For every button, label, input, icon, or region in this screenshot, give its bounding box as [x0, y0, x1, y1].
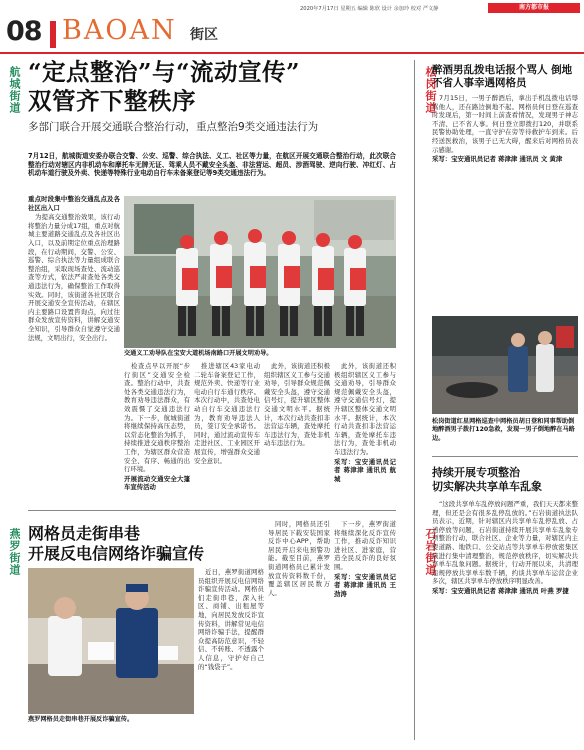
tab-songgang: 松岗街道	[424, 66, 437, 114]
dateline	[0, 2, 584, 14]
issue-date: 2020年7月17日 星期五 编辑 陈欣 设计 余加玲 校对 严文静	[300, 6, 439, 12]
main-col1-title: 重点时段集中整治交通乱点及各社区出入口	[28, 195, 120, 212]
yanluo-column-2	[268, 520, 330, 728]
main-headline-line1: “定点整治”与“流动宣传”	[28, 58, 301, 86]
anti-fraud-outreach-photo	[28, 568, 194, 714]
main-lead: 7月12日，航城街道安委办联合交警、公安、巡警、综合执法、义工、社区等力量，在航区开展交通联合整治行动，此次联合整治行动对辖区内非机动车和摩托车无牌无证、驾乘人员不戴安全头盔、非法营运、超员、涉酒驾驶、逆向行驶、冲红灯、占机动车道行驶及外卖、快递等特殊行业电动自行车未备案登记等9类交通违法行为。	[28, 152, 396, 178]
drunk-man-rescue-photo	[432, 316, 578, 414]
shiyan-credit: 采写：宝安通讯员记者 蒋津津 通讯员 叶燕 罗捷	[432, 586, 569, 595]
main-col4-text: 此外，该街道还积极组织辖区义工参与交通劝导，引导群众规范佩戴安全头盔，遵守交通信号灯，提升辖区整体交通文明水平。据统计，本次行动共查扣非法营运车辆，查处摩托车违法行为，查处非机动车违法行为。	[264, 362, 330, 448]
main-col2-text: 检查点早以开展“步行街区”交通安全检查。整治行动中，共查处各类交通违法行为，教育劝导违法群众，有效震慑了交通违法行为。下一步，航城街道将继续保持高压态势，以常态化整治为抓手，持续推进交通秩序整治工作，为辖区群众营造安全、有序、畅通的出行环境。	[124, 362, 190, 474]
yanluo-col1-text: 近日，燕罗街道网格员组织开展反电信网络诈骗宣传活动。网格员们走街串巷，深入社区、商铺、出租屋等地，向居民发放反诈宣传资料，讲解常见电信网络诈骗手法，提醒群众提高防范意识，不轻信、不转账、不透露个人信息，守护好自己的“钱袋子”。	[198, 568, 264, 671]
masthead-accent-bar	[50, 21, 56, 48]
main-col3-text: 推进辖区43家电动二轮车备案登记工作，规范外卖、快递等行业电动自行车通行秩序。本次行动中，共查处电动自行车交通违法行为，教育劝导违法人员，签订安全承诺书。同时，通过流动宣传车走进社区、工业园区开展宣传，增强群众交通安全意识。	[194, 362, 260, 465]
tab-shiyan: 石岩街道	[424, 528, 437, 576]
main-col2-title: 开展流动交通安全大篷车宣传活动	[124, 474, 190, 492]
main-photo	[124, 196, 396, 348]
masthead-rule	[0, 52, 584, 54]
tab-yanluo: 燕罗街道	[8, 528, 21, 576]
songgang-credit: 采写：宝安通讯员记者 蒋津津 通讯员 文 黄津	[432, 155, 563, 164]
shiyan-text: “这段共享单车乱停放问题严重，我们天天都来整理，但还是会有很多乱停乱放的。”石岩街道执法队员表示，近期，针对辖区内共享单车乱停乱放、占道停放等问题，石岩街道持续开展共享单车乱象专项整治行动，联合社区、企业等力量，对辖区内主要道路、地铁口、公交站点等共享单车停放密集区域进行集中清理整治，规范停放秩序，切实解决共享单车乱象问题。据统计，行动开展以来，共清理违规停放共享单车数千辆，约谈共享单车运营企业多次，辖区共享单车停放秩序明显改善。	[432, 500, 578, 586]
section-divider-right	[432, 456, 578, 457]
yanluo-col2-text: 同时，网格员还引导居民下载安装国家反诈中心APP，帮助居民开启来电预警功能。截至目前，燕罗街道网格员已累计发放宣传资料数千份，覆盖辖区居民数万人。	[268, 520, 330, 597]
main-column-3	[194, 362, 260, 502]
traffic-volunteers-photo	[124, 196, 396, 348]
main-column-2	[124, 362, 190, 502]
main-column-4	[264, 362, 330, 502]
yanluo-photo-caption: 燕罗网格员走街串巷开展反诈骗宣传。	[28, 716, 134, 723]
masthead	[0, 14, 584, 54]
section-divider-left	[28, 510, 396, 511]
main-column-5	[334, 362, 396, 502]
shiyan-headline-line1: 持续开展专项整治	[432, 466, 520, 479]
songgang-photo-caption: 松岗街道红星网格巡查中网格员胡日登和同事帮助倒地醉酒男子拨打120急救，发现一男子倒地醉在马路边。	[432, 418, 575, 442]
section-label: 街区	[190, 27, 218, 43]
main-col5-text: 此外，该街道还积极组织辖区义工参与交通劝导，引导群众规范佩戴安全头盔，遵守交通信号灯，提升辖区整体交通文明水平。据统计，本次行动共查扣非法营运车辆，查处摩托车违法行为，查处非机动车违法行为。	[334, 362, 396, 456]
songgang-article	[432, 94, 578, 308]
main-column-1	[28, 195, 120, 495]
songgang-text: 7月15日，一男子醉酒后，拿出手机乱拨电话辱骂他人，还在路边倒地不起。网格员何日登在巡查时发现后，第一时间上前查看情况，发现男子神志不清、已不省人事。何日登立即拨打120，并联系民警协助处理，一直守护在旁等待救护车到来。后经送医救治，该男子已无大碍，醒来后对网格员表示感谢。	[432, 94, 578, 154]
yanluo-column-1	[198, 568, 264, 728]
songgang-photo	[432, 316, 578, 414]
tab-hangcheng: 航城街道	[8, 66, 21, 114]
shiyan-article	[432, 500, 578, 744]
main-headline-line2: 双管齐下整秩序	[28, 87, 196, 115]
yanluo-credit: 采写：宝安通讯员记者 蒋津津 通讯员 王劲涛	[334, 572, 396, 598]
main-photo-caption: 交通义工劝导队在宝安大道机场南路口开展文明劝导。	[124, 350, 273, 357]
main-headline-block	[28, 58, 398, 134]
page-number: 08	[6, 16, 42, 47]
yanluo-headline-line2: 开展反电信网络诈骗宣传	[28, 544, 205, 563]
yanluo-col3-text: 下一步，燕罗街道将继续深化反诈宣传工作，推动反诈知识进社区、进家庭，营造全民反诈的良好氛围。	[334, 520, 396, 571]
songgang-headline: 醉酒男乱拨电话报个骂人 倒地不省人事幸遇网格员	[432, 64, 573, 89]
column-divider	[414, 60, 415, 740]
yanluo-headline-line1: 网格员走街串巷	[28, 524, 141, 543]
yanluo-photo	[28, 568, 194, 714]
main-credit: 采写：宝安通讯员记者 蒋津津 通讯员 航城	[334, 457, 396, 483]
shiyan-headline-line2: 切实解决共享单车乱象	[432, 480, 542, 493]
section-logo: BAOAN	[62, 15, 177, 46]
yanluo-column-3	[334, 520, 396, 728]
newspaper-brand: 南方都市报	[488, 3, 580, 13]
main-col1-text: 为提高交通整治效果，该行动将整治力量分成17组，重点对航城主要道路交通乱点及各社区出入口，以及前期定位重点治理路段，在行动期间，交警、公安、巡警、综合执法等力量组成联合整治组，采取现场查处、流动巡查等方式，依法严肃查处各类交通违法行为，确保整治工作取得实效。同时，该街道各社区联合开展交通安全宣传活动，在辖区内主要路口设置咨询点，向过往群众发放宣传资料，讲解交通安全知识，引导群众自觉遵守交通法规，文明出行，安全出行。	[28, 213, 120, 342]
main-subheadline: 多部门联合开展交通联合整治行动，重点整治9类交通违法行为	[28, 121, 319, 133]
